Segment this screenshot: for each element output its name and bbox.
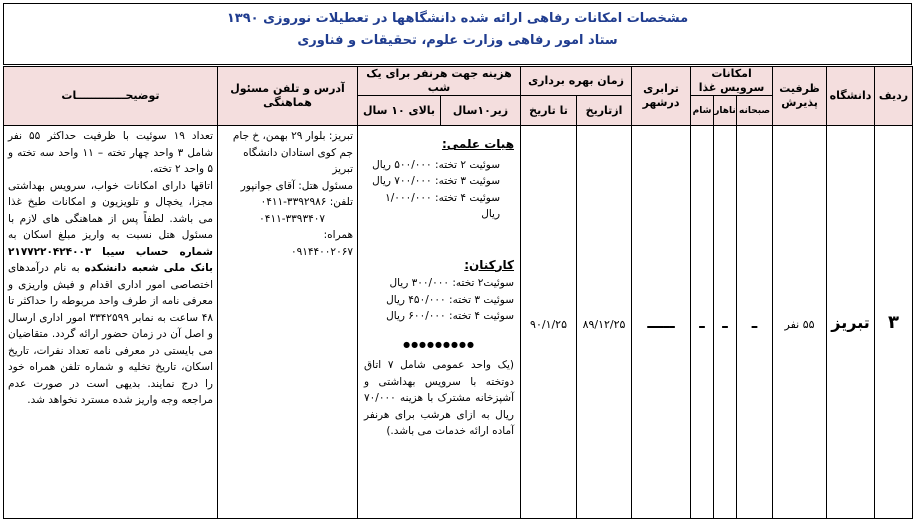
header-breakfast: صبحانه xyxy=(737,96,773,126)
cost-details xyxy=(358,126,521,519)
title-line-2: ستاد امور رفاهی وزارت علوم، تحقیقات و فناوری xyxy=(297,33,618,48)
header-cost: هزینه جهت هرنفر برای یک شب xyxy=(358,67,521,96)
staff-cost-3bed: سوئیت ۳ تخته: ۴۵۰/۰۰۰ ریال xyxy=(386,293,515,306)
breakfast-value: ـ xyxy=(737,126,773,519)
university-name: تبریز xyxy=(827,126,875,519)
faculty-cost-4bed: سوئیت ۴ تخته: ۱/۰۰۰/۰۰۰ ریال xyxy=(385,191,501,220)
header-capacity: ظرفیت پذیرش xyxy=(773,67,827,126)
hotel-manager: مسئول هتل: آقای جوانپور xyxy=(240,179,353,192)
title-line-1: مشخصات امکانات رفاهی ارائه شده دانشگاهها در تعطیلات نوروزی ۱۳۹۰ xyxy=(226,11,689,26)
welfare-table xyxy=(3,66,913,519)
from-date-value: ۸۹/۱۲/۲۵ xyxy=(577,126,632,519)
capacity-value: ۵۵ نفر xyxy=(773,126,827,519)
mobile-line xyxy=(222,244,353,261)
header-university: دانشگاه xyxy=(827,67,875,126)
header-period: زمان بهره برداری xyxy=(521,67,632,96)
notes-paragraph-2: اتاقها دارای امکانات خواب، سرویس بهداشتی مجزا، یخچال و تلویزیون و امکانات طبخ غذا می باشد. لطفاً پس از هماهنگی های لازم با مسئول هتل نسبت به واریز مبلغ اسکان به شماره حساب سیبا ۲۱۷۷۲۲۰۴۲۴۰۰۳ بانک ملی شعبه دانشکده به نام درآمدهای اختصاصی امور اداری اقدام و فیش واریزی و معرفی نامه از طرف واحد مربوطه را حداکثر تا ۴۸ ساعت به نمابر ۳۳۴۲۵۹۹ امور اداری ارسال و اصل آن در زمان حضور ارائه گردد. متقاضیان می بایستی در معرفی نامه تعداد نفرات، تاریخ اسکان، تاریخ تخلیه و شماره تلفن همراه خود را درج نمایند. بدیهی است در صورت عدم مراجعه وجه واریز شده مسترد نخواهد شد. xyxy=(8,179,213,406)
document-title xyxy=(3,3,912,65)
notes-cell xyxy=(4,126,218,519)
header-food-services: امکانات سرویس غذا xyxy=(691,67,773,96)
lunch-value: ـ xyxy=(714,126,737,519)
staff-cost-4bed: سوئیت ۴ تخته: ۶۰۰/۰۰۰ ریال xyxy=(386,310,515,322)
header-row-no: ردیف xyxy=(875,67,913,126)
row-number: ۳ xyxy=(875,126,913,519)
dinner-value: ـ xyxy=(691,126,714,519)
address-line: تبریز: بلوار ۲۹ بهمن، خ جام جم کوی استادان دانشگاه تبریز xyxy=(232,130,353,175)
notes-paragraph-1: تعداد ۱۹ سوئیت با ظرفیت حداکثر ۵۵ نفر شامل ۳ واحد چهار تخته – ۱۱ واحد سه تخته و ۵ واحد ۲ تخته. xyxy=(8,130,213,175)
phone-line-2 xyxy=(222,211,353,228)
staff-heading: کارکنان: xyxy=(464,257,515,272)
address-cell xyxy=(218,126,358,519)
header-to-date: تا تاریخ xyxy=(521,96,577,126)
faculty-cost-3bed: سوئیت ۳ تخته: ۷۰۰/۰۰۰ ریال xyxy=(372,175,501,187)
header-transport: ترابری درشهر xyxy=(632,67,691,126)
faculty-heading: هیات علمی: xyxy=(441,137,515,151)
bank-account: شماره حساب سیبا ۲۱۷۷۲۲۰۴۲۴۰۰۳ بانک ملی شعبه دانشکده xyxy=(8,245,213,274)
separator-dots: ●●●●●●●●● xyxy=(403,339,475,349)
header-over-10: بالای ۱۰ سال xyxy=(358,96,441,126)
header-from-date: ازتاریخ xyxy=(577,96,632,126)
transport-value: ـــــ xyxy=(632,126,691,519)
table-row xyxy=(4,126,913,519)
mobile-number: ۰۹۱۴۴۰۰۲۰۶۷ xyxy=(290,245,353,258)
header-notes: توضیحـــــــــــــات xyxy=(4,67,218,126)
phone-number-1: ۰۴۱۱-۳۳۹۲۹۸۶ xyxy=(260,196,327,208)
to-date-value: ۹۰/۱/۲۵ xyxy=(521,126,577,519)
staff-cost-2bed: سوئیت۲ تخته: ۳۰۰/۰۰۰ ریال xyxy=(389,277,515,289)
header-dinner: شام xyxy=(691,96,714,126)
mobile-label: همراه: xyxy=(323,229,353,241)
general-unit-note: (یک واحد عمومی شامل ۷ اتاق دوتخته با سرویس بهداشتی و آشپزخانه مشترک با هزینه ۷۰/۰۰۰ ریال به ازای هرشب برای هرنفر آماده ارائه خدمات می باشد.) xyxy=(364,359,515,437)
header-under-10: زیر۱۰سال xyxy=(441,96,521,126)
phone-number-2: ۰۴۱۱-۳۳۹۳۴۰۷ xyxy=(259,212,325,225)
header-address: آدرس و تلفن مسئول هماهنگی xyxy=(218,67,358,126)
faculty-cost-2bed: سوئیت ۲ تخته: ۵۰۰/۰۰۰ ریال xyxy=(372,158,501,171)
phone-line-1: تلفن: ۰۴۱۱-۳۳۹۲۹۸۶ xyxy=(222,194,353,211)
header-lunch: ناهار xyxy=(714,96,737,126)
